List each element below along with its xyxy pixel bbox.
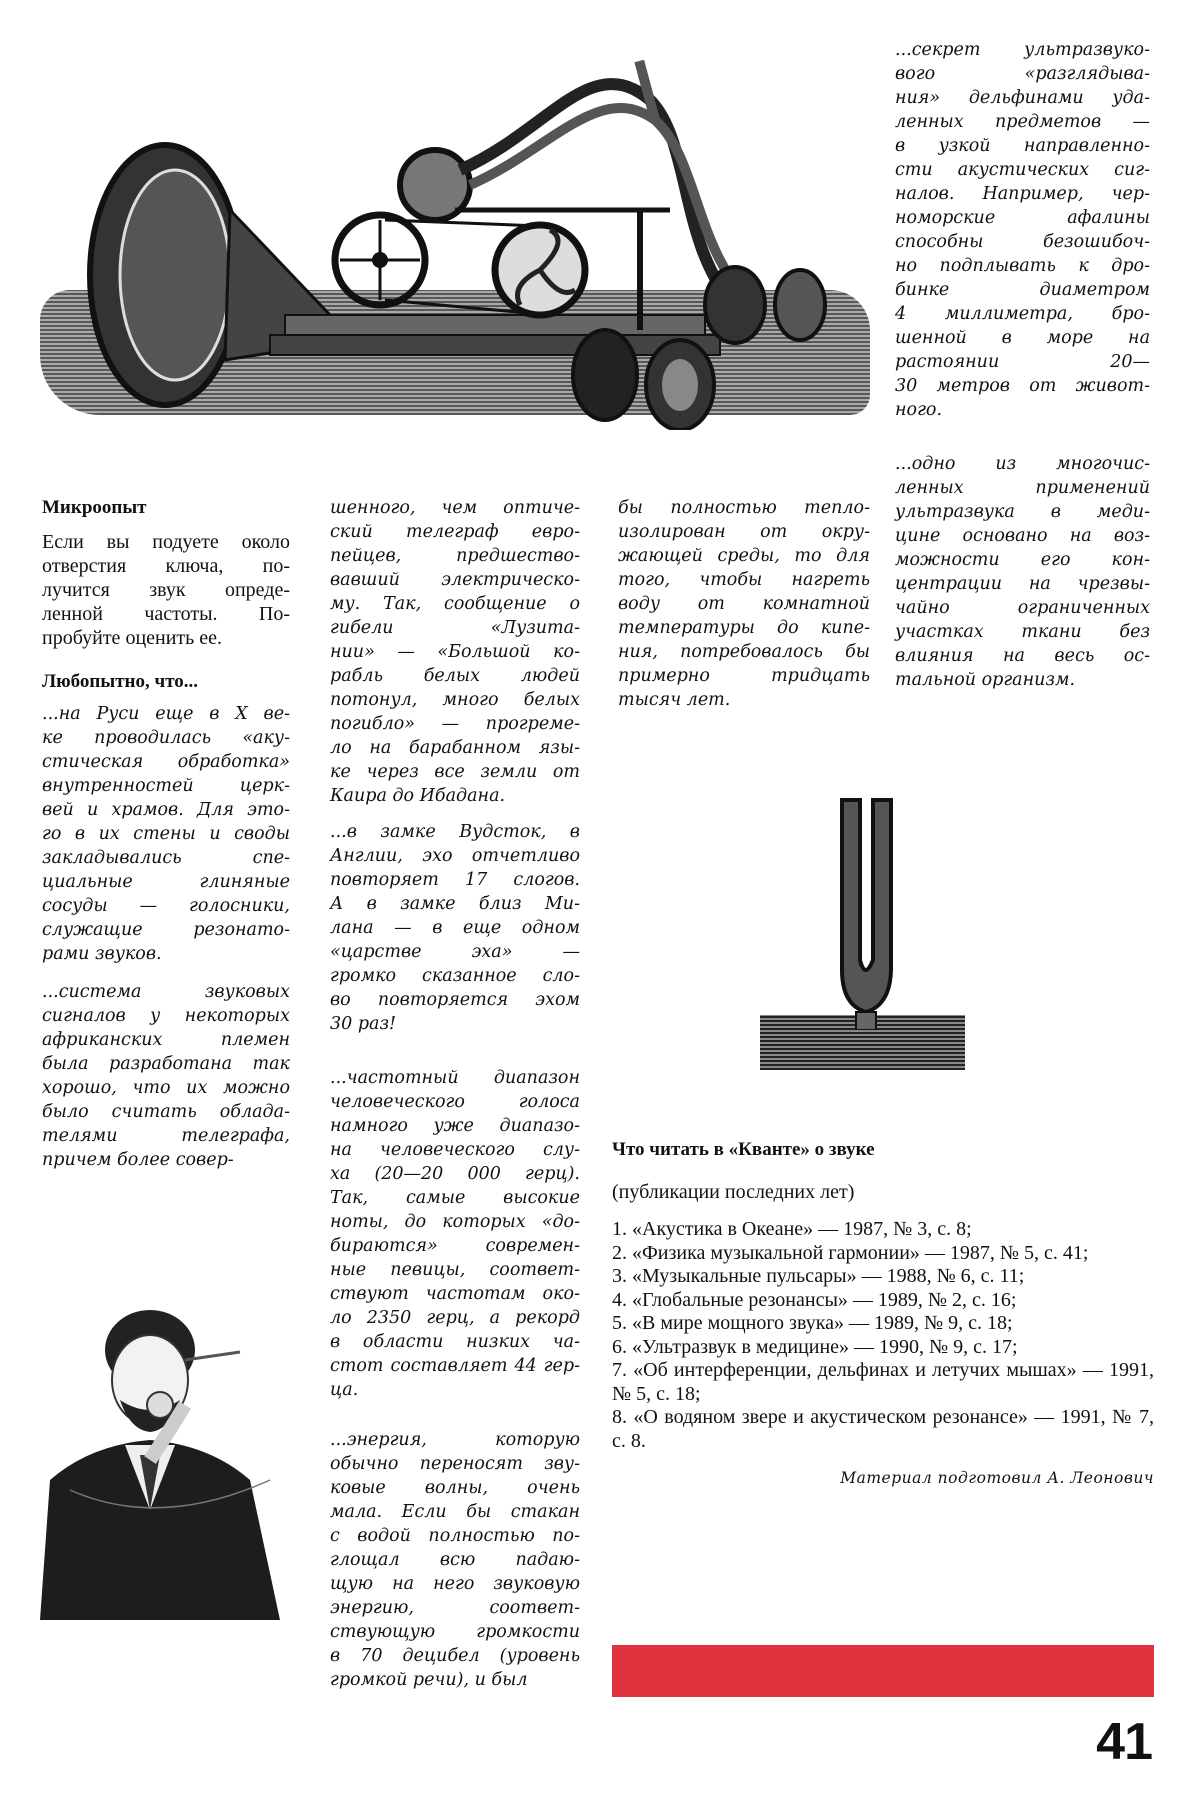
text-line: тысяч лет. <box>618 690 731 710</box>
machine-drawing <box>30 60 890 430</box>
text-line: ствуют частотам око- <box>330 1284 580 1304</box>
text-line: причем более совер- <box>42 1150 234 1170</box>
reading-list-section <box>612 1138 1154 1487</box>
text-line: 30 метров от живот- <box>895 376 1150 396</box>
text-line: погибло» — прогреме- <box>330 714 580 734</box>
text-line: ...частотный диапазон <box>330 1068 580 1088</box>
text-line: номорские афалины <box>895 208 1150 228</box>
red-accent-bar <box>612 1645 1154 1697</box>
reading-item: 4. «Глобальные резонансы» — 1989, № 2, с. 16; <box>612 1288 1017 1311</box>
text-line: ке проводилась «аку- <box>42 728 290 748</box>
text-line: африканских племен <box>42 1030 290 1050</box>
text-line: вавший электрическо- <box>330 570 580 590</box>
text-line: стическая обработка» <box>42 752 290 772</box>
text-line: ке через все земли от <box>330 762 580 782</box>
text-line: закладывались спе- <box>42 848 290 868</box>
text-line: «царстве эха» — <box>330 942 580 962</box>
woodstock-echo-fact <box>330 820 580 1036</box>
text-line: способны безошибоч- <box>895 232 1150 252</box>
text-line: повторяет 17 слогов. <box>330 870 580 890</box>
reading-item: 5. «В мире мощного звука» — 1989, № 9, с. 18; <box>612 1312 1013 1334</box>
text-line: ленных применений <box>895 478 1150 498</box>
text-line: воду от комнатной <box>618 594 870 614</box>
african-signals-fact <box>42 980 290 1172</box>
text-line: на человеческого слу- <box>330 1140 580 1160</box>
text-line: пробуйте оценить ее. <box>42 627 223 649</box>
reading-item: 3. «Музыкальные пульсары» — 1988, № 6, с. 11; <box>612 1265 1025 1287</box>
author-credit: Материал подготовил А. Леонович <box>840 1469 1154 1487</box>
text-line: в области низких ча- <box>330 1332 580 1352</box>
text-line: А в замке близ Ми- <box>330 894 580 914</box>
reading-item: 2. «Физика музыкальной гармонии» — 1987, № 5, с. 41; <box>612 1241 1089 1264</box>
text-line: сигналов у некоторых <box>42 1006 290 1026</box>
text-line: 4 миллиметра, бро- <box>895 304 1150 324</box>
text-line: ковые волны, очень <box>330 1478 580 1498</box>
african-telegraph-continued <box>330 496 580 808</box>
text-line: ...на Руси еще в X ве- <box>42 704 290 724</box>
reading-item: 6. «Ультразвук в медицине» — 1990, № 9, с. 17; <box>612 1335 1018 1358</box>
text-line: примерно тридцать <box>618 666 870 686</box>
text-line: Каира до Ибадана. <box>330 786 506 806</box>
text-line: ные певицы, соответ- <box>330 1260 580 1280</box>
text-line: но подплывать к дро- <box>895 256 1150 276</box>
text-line: ния» дельфинами уда- <box>895 88 1150 108</box>
rus-acoustics-fact <box>42 702 290 966</box>
reading-item: 1. «Акустика в Океане» — 1987, № 3, с. 8; <box>612 1218 972 1240</box>
text-line: ...система звуковых <box>42 982 290 1002</box>
text-line: ...одно из многочис- <box>895 454 1150 474</box>
column-2 <box>330 496 580 1692</box>
text-line: Англии, эхо отчетливо <box>330 846 580 866</box>
text-line: бираются» современ- <box>330 1236 580 1256</box>
text-line: лучится звук опреде- <box>42 579 290 601</box>
text-line: участках ткани без <box>895 622 1150 642</box>
text-line: обычно переносят зву- <box>330 1454 580 1474</box>
text-line: человеческого голоса <box>330 1092 580 1112</box>
text-line: температуры до кипе- <box>618 618 870 638</box>
text-line: рабль белых людей <box>330 666 580 686</box>
text-line: в 70 децибел (уровень <box>330 1646 580 1666</box>
text-line: ноты, до которых «до- <box>330 1212 580 1232</box>
text-line: ствующую громкости <box>330 1622 580 1642</box>
man-with-telephone-illustration <box>10 1280 310 1620</box>
text-line: гибели «Лузита- <box>330 618 580 638</box>
text-line: налов. Например, чер- <box>895 184 1150 204</box>
text-line: 30 раз! <box>330 1014 397 1034</box>
reading-list <box>612 1218 1154 1453</box>
text-line: го в их стены и своды <box>42 824 290 844</box>
column-3 <box>618 496 870 712</box>
text-line: влияния на весь ос- <box>895 646 1150 666</box>
text-line: шенного, чем оптиче- <box>330 498 580 518</box>
text-line: ния, потребовалось бы <box>618 642 870 662</box>
text-line: громко сказанное сло- <box>330 966 580 986</box>
microexperiment-text <box>42 530 290 650</box>
text-line: того, чтобы нагреть <box>618 570 870 590</box>
text-line: нии» — «Большой ко- <box>330 642 580 662</box>
column-1 <box>42 496 290 1172</box>
text-line: во повторяется эхом <box>330 990 580 1010</box>
text-line: циальные глиняные <box>42 872 290 892</box>
text-line: ного. <box>895 400 943 420</box>
microexperiment-heading: Микроопыт <box>42 497 147 518</box>
text-line: с водой полностью по- <box>330 1526 580 1546</box>
text-line: бинке диаметром <box>895 280 1150 300</box>
text-line: жающей среды, то для <box>618 546 870 566</box>
dolphin-fact <box>895 38 1150 422</box>
text-line: сосуды — голосники, <box>42 896 290 916</box>
text-line: служащие резонато- <box>42 920 290 940</box>
text-line: вого «разглядыва- <box>895 64 1150 84</box>
reading-item: 8. «О водяном звере и акустическом резонансе» — 1991, № 7, с. 8. <box>612 1406 1154 1452</box>
text-line: стот составляет 44 гер- <box>330 1356 580 1376</box>
text-line: намного уже диапазо- <box>330 1116 580 1136</box>
text-line: громкой речи), и был <box>330 1670 528 1690</box>
reading-list-title: Что читать в «Кванте» о звуке <box>612 1139 875 1160</box>
text-line: щую на него звуковую <box>330 1574 580 1594</box>
frequency-range-fact <box>330 1066 580 1402</box>
text-line: Если вы подуете около <box>42 531 290 553</box>
text-line: была разработана так <box>42 1054 290 1074</box>
text-line: в узкой направленно- <box>895 136 1150 156</box>
text-line: ...энергия, которую <box>330 1430 580 1450</box>
text-line: можности его кон- <box>895 550 1150 570</box>
sound-energy-continued <box>618 496 870 712</box>
text-line: ленных предметов — <box>895 112 1150 132</box>
text-line: ский телеграф евро- <box>330 522 580 542</box>
text-line: ультразвука в меди- <box>895 502 1150 522</box>
text-line: телями телеграфа, <box>42 1126 290 1146</box>
text-line: было считать облада- <box>42 1102 290 1122</box>
text-line: энергию, соответ- <box>330 1598 580 1618</box>
text-line: пейцев, предшество- <box>330 546 580 566</box>
text-line: изолирован от окру- <box>618 522 870 542</box>
text-line: хорошо, что их можно <box>42 1078 290 1098</box>
text-line: ленной частоты. По- <box>42 603 290 625</box>
ultrasound-medicine-fact <box>895 452 1150 692</box>
text-line: му. Так, сообщение о <box>330 594 580 614</box>
text-line: растоянии 20— <box>895 352 1150 372</box>
text-line: тальной организм. <box>895 670 1076 690</box>
text-line: цине основано на воз- <box>895 526 1150 546</box>
text-line: мала. Если бы стакан <box>330 1502 580 1522</box>
text-line: вей и храмов. Для это- <box>42 800 290 820</box>
reading-item: 7. «Об интерференции, дельфинах и летучих мышах» — 1991, № 5, с. 18; <box>612 1359 1154 1405</box>
text-line: шенной в море на <box>895 328 1150 348</box>
text-line: ...секрет ультразвуко- <box>895 40 1150 60</box>
text-line: ха (20—20 000 герц). <box>330 1164 580 1184</box>
sound-energy-fact <box>330 1428 580 1692</box>
text-line: ло на барабанном язы- <box>330 738 580 758</box>
text-line: ца. <box>330 1380 359 1400</box>
text-line: Так, самые высокие <box>330 1188 580 1208</box>
text-line: отверстия ключа, по- <box>42 555 290 577</box>
text-line: внутренностей церк- <box>42 776 290 796</box>
text-line: ...в замке Вудсток, в <box>330 822 580 842</box>
text-line: чайно ограниченных <box>895 598 1150 618</box>
curious-facts-heading: Любопытно, что... <box>42 671 199 692</box>
reading-list-subtitle: (публикации последних лет) <box>612 1181 855 1203</box>
text-line: лана — в еще одном <box>330 918 580 938</box>
text-line: ло 2350 герц, а рекорд <box>330 1308 580 1328</box>
text-line: бы полностью тепло- <box>618 498 870 518</box>
page-number: 41 <box>1096 1713 1152 1771</box>
text-line: сти акустических сиг- <box>895 160 1150 180</box>
text-line: рами звуков. <box>42 944 162 964</box>
acoustic-machine-illustration <box>30 60 890 430</box>
text-line: центрации на чрезвы- <box>895 574 1150 594</box>
text-line: глощал всю падаю- <box>330 1550 580 1570</box>
tuning-fork-illustration <box>760 790 970 1080</box>
text-line: потонул, много белых <box>330 690 580 710</box>
